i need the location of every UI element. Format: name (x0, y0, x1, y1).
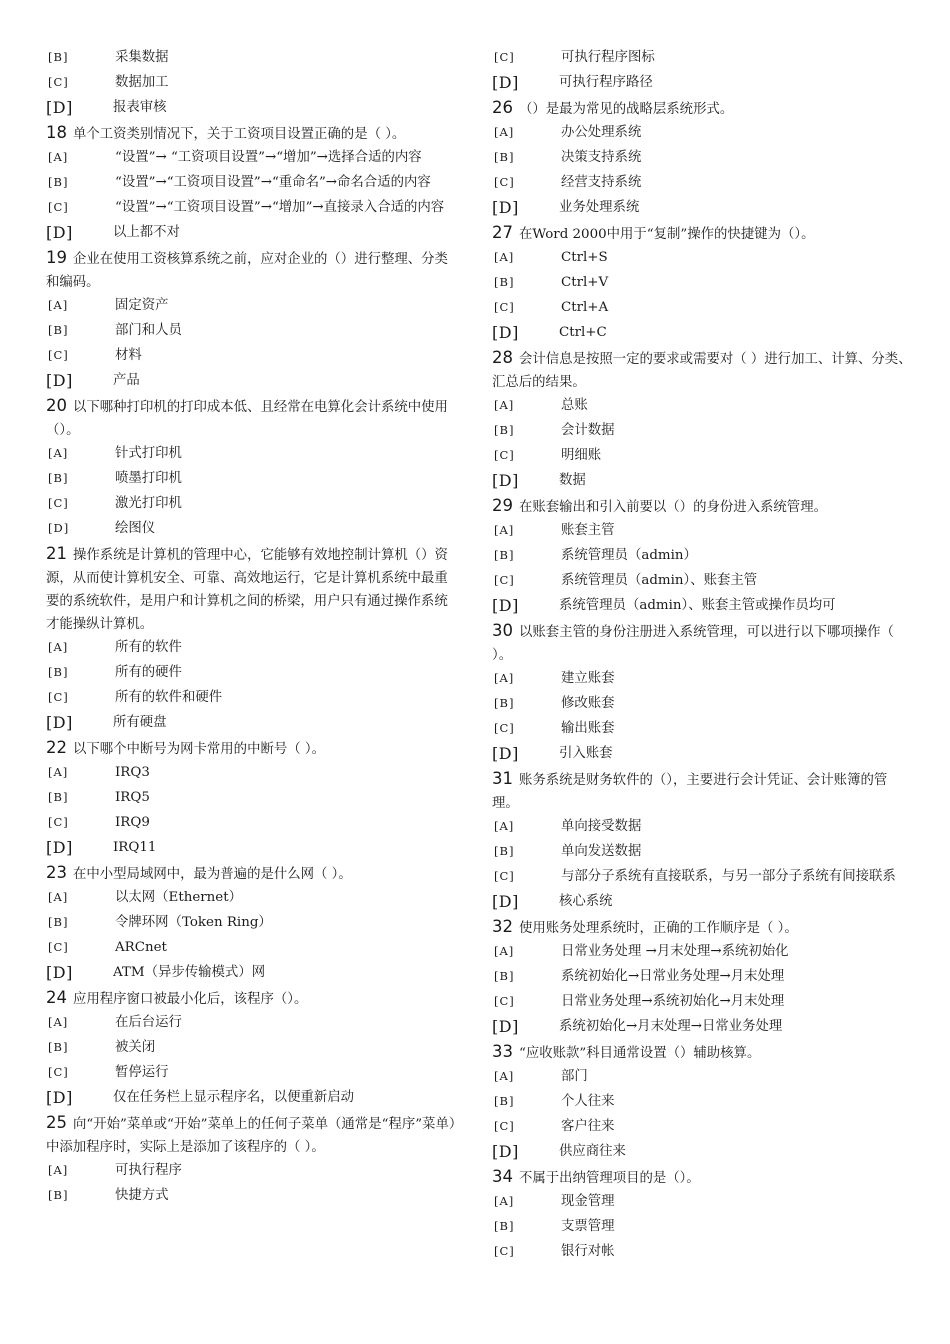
answer-option (492, 1015, 912, 1040)
question-stem (492, 96, 912, 121)
question-text: 在中小型局域网中，最为普遍的是什么网（ ）。 (73, 867, 352, 882)
option-text: 可执行程序图标 (561, 50, 655, 65)
option-label: [D] (46, 223, 73, 242)
option-label: [C] (494, 994, 515, 1008)
answer-option (492, 196, 912, 221)
question-block (492, 1040, 912, 1165)
option-label: [D] (492, 892, 519, 911)
option-text: 数据 (559, 473, 586, 488)
option-text: Ctrl+S (561, 250, 608, 265)
question-text: 使用账务处理系统时，正确的工作顺序是（ ）。 (519, 921, 798, 936)
question-stem (46, 121, 460, 146)
option-text: 修改账套 (561, 696, 615, 711)
question-block (492, 96, 912, 221)
option-text: 经营支持系统 (561, 175, 642, 190)
answer-option (492, 146, 912, 171)
answer-option (46, 1159, 460, 1184)
option-text: 部门 (561, 1069, 588, 1084)
answer-option (46, 686, 460, 711)
option-label: [C] (494, 448, 515, 462)
answer-option (46, 319, 460, 344)
answer-option (46, 1184, 460, 1209)
question-block (46, 1111, 460, 1209)
answer-option (492, 865, 912, 890)
option-text: 系统初始化→日常业务处理→月末处理 (561, 969, 785, 984)
question-number: 27 (492, 223, 513, 242)
option-label: [B] (494, 150, 515, 164)
answer-option (46, 96, 460, 121)
question-stem (46, 1111, 460, 1159)
option-text: 固定资产 (115, 298, 169, 313)
question-stem (492, 346, 912, 394)
question-text: 会计信息是按照一定的要求或需要对（ ）进行加工、计算、分类、汇总后的结果。 (492, 352, 912, 390)
answer-option (492, 469, 912, 494)
answer-option (46, 492, 460, 517)
option-text: 采集数据 (115, 50, 169, 65)
question-block (492, 1165, 912, 1265)
option-label: [A] (494, 398, 515, 412)
option-text: 报表审核 (113, 100, 167, 115)
answer-option (492, 271, 912, 296)
question-text: “应收账款”科目通常设置（）辅助核算。 (519, 1046, 761, 1061)
answer-option (492, 742, 912, 767)
option-label: [A] (494, 125, 515, 139)
answer-option (492, 940, 912, 965)
option-text: 部门和人员 (115, 323, 182, 338)
option-text: 单向接受数据 (561, 819, 642, 834)
option-text: 可执行程序路径 (559, 75, 653, 90)
answer-option (492, 1190, 912, 1215)
answer-option (492, 121, 912, 146)
answer-option (492, 890, 912, 915)
answer-option (46, 344, 460, 369)
option-label: [A] (494, 819, 515, 833)
option-text: 明细账 (561, 448, 602, 463)
option-label: [D] (492, 73, 519, 92)
answer-option (46, 711, 460, 736)
option-text: 所有的硬件 (115, 665, 182, 680)
option-label: [D] (48, 521, 70, 535)
question-number: 26 (492, 98, 513, 117)
option-text: 针式打印机 (115, 446, 182, 461)
option-label: [A] (48, 446, 69, 460)
option-text: “设置”→ “工资项目设置”→“增加”→选择合适的内容 (115, 150, 422, 165)
option-text: IRQ3 (115, 765, 150, 780)
question-number: 32 (492, 917, 513, 936)
answer-option (492, 394, 912, 419)
option-text: “设置”→“工资项目设置”→“重命名”→命名合适的内容 (115, 175, 431, 190)
option-text: 日常业务处理→系统初始化→月末处理 (561, 994, 785, 1009)
option-label: [A] (494, 1194, 515, 1208)
question-stem (492, 915, 912, 940)
question-stem (46, 246, 460, 294)
question-text: 向“开始”菜单或“开始”菜单上的任何子菜单（通常是“程序”菜单）中添加程序时，实际上是添加了该程序的（ ）。 (46, 1117, 456, 1155)
question-number: 33 (492, 1042, 513, 1061)
answer-option (46, 221, 460, 246)
question-number: 31 (492, 769, 513, 788)
option-text: 输出账套 (561, 721, 615, 736)
question-block (492, 767, 912, 915)
answer-option (46, 936, 460, 961)
answer-option (492, 667, 912, 692)
option-text: 绘图仪 (115, 521, 156, 536)
option-text: 令牌环网（Token Ring） (115, 915, 272, 930)
option-label: [D] (492, 323, 519, 342)
answer-option (46, 171, 460, 196)
option-label: [B] (48, 915, 69, 929)
option-text: 以上都不对 (113, 225, 180, 240)
question-number: 29 (492, 496, 513, 515)
question-stem (46, 542, 460, 636)
question-block (46, 246, 460, 394)
option-text: 业务处理系统 (559, 200, 640, 215)
option-label: [C] (48, 1065, 69, 1079)
question-number: 18 (46, 123, 67, 142)
option-text: 被关闭 (115, 1040, 156, 1055)
option-label: [B] (48, 323, 69, 337)
option-label: [B] (48, 471, 69, 485)
question-number: 19 (46, 248, 67, 267)
option-label: [C] (494, 721, 515, 735)
option-label: [D] (46, 1088, 73, 1107)
option-label: [A] (48, 150, 69, 164)
option-label: [D] (46, 838, 73, 857)
question-block (492, 46, 912, 96)
option-text: 快捷方式 (115, 1188, 169, 1203)
question-block (492, 915, 912, 1040)
question-number: 23 (46, 863, 67, 882)
question-text: 在账套输出和引入前要以（）的身份进入系统管理。 (519, 500, 827, 515)
option-label: [A] (48, 765, 69, 779)
question-text: 以下哪种打印机的打印成本低、且经常在电算化会计系统中使用（）。 (46, 400, 448, 438)
option-text: 以太网（Ethernet） (115, 890, 242, 905)
answer-option (46, 1061, 460, 1086)
option-text: 核心系统 (559, 894, 613, 909)
answer-option (46, 911, 460, 936)
option-text: 可执行程序 (115, 1163, 182, 1178)
option-text: 决策支持系统 (561, 150, 642, 165)
option-text: 引入账套 (559, 746, 613, 761)
option-label: [B] (48, 1188, 69, 1202)
answer-option (492, 692, 912, 717)
question-text: 账务系统是财务软件的（），主要进行会计凭证、会计账簿的管理。 (492, 773, 888, 811)
question-block (492, 619, 912, 767)
option-label: [D] (492, 198, 519, 217)
question-block (46, 121, 460, 246)
option-label: [D] (492, 1142, 519, 1161)
answer-option (492, 296, 912, 321)
question-stem (492, 1165, 912, 1190)
question-text: 不属于出纳管理项目的是（）。 (519, 1171, 700, 1186)
question-text: 在Word 2000中用于“复制”操作的快捷键为（）。 (519, 227, 815, 242)
option-text: 账套主管 (561, 523, 615, 538)
question-block (46, 394, 460, 542)
option-label: [A] (48, 890, 69, 904)
answer-option (492, 444, 912, 469)
question-stem (492, 221, 912, 246)
option-text: Ctrl+A (561, 300, 609, 315)
answer-option (492, 544, 912, 569)
answer-option (46, 961, 460, 986)
option-text: Ctrl+C (559, 325, 607, 340)
option-text: IRQ9 (115, 815, 150, 830)
answer-option (492, 46, 912, 71)
answer-option (46, 1011, 460, 1036)
option-text: 仅在任务栏上显示程序名，以便重新启动 (113, 1090, 355, 1105)
option-label: [B] (48, 175, 69, 189)
question-number: 28 (492, 348, 513, 367)
option-label: [D] (46, 963, 73, 982)
option-text: “设置”→“工资项目设置”→“增加”→直接录入合适的内容 (115, 200, 445, 215)
answer-option (46, 46, 460, 71)
right-column (492, 46, 912, 1265)
option-text: IRQ5 (115, 790, 150, 805)
question-number: 34 (492, 1167, 513, 1186)
option-label: [D] (46, 713, 73, 732)
answer-option (46, 71, 460, 96)
answer-option (492, 569, 912, 594)
answer-option (492, 1215, 912, 1240)
question-text: 以下哪个中断号为网卡常用的中断号（ ）。 (73, 742, 325, 757)
question-block (46, 986, 460, 1111)
option-label: [C] (494, 175, 515, 189)
question-number: 22 (46, 738, 67, 757)
answer-option (492, 840, 912, 865)
option-text: 办公处理系统 (561, 125, 642, 140)
answer-option (492, 990, 912, 1015)
answer-option (46, 442, 460, 467)
option-label: [B] (494, 1219, 515, 1233)
option-text: 材料 (115, 348, 142, 363)
question-text: 操作系统是计算机的管理中心，它能够有效地控制计算机（）资源，从而使计算机安全、可靠、高效地运行，它是计算机系统中最重要的系统软件，是用户和计算机之间的桥梁，用户只有通过操作系统才能操纵计算机。 (46, 548, 448, 632)
option-label: [B] (494, 423, 515, 437)
question-number: 21 (46, 544, 67, 563)
question-text: 应用程序窗口被最小化后，该程序（）。 (73, 992, 308, 1007)
option-label: [C] (48, 940, 69, 954)
option-text: 喷墨打印机 (115, 471, 182, 486)
question-text: 以账套主管的身份注册进入系统管理，可以进行以下哪项操作（ ）。 (492, 625, 894, 663)
option-label: [B] (494, 1094, 515, 1108)
answer-option (492, 1140, 912, 1165)
answer-option (492, 1090, 912, 1115)
option-text: 所有硬盘 (113, 715, 167, 730)
answer-option (492, 246, 912, 271)
option-label: [D] (46, 371, 73, 390)
answer-option (492, 965, 912, 990)
option-label: [C] (48, 75, 69, 89)
option-label: [D] (46, 98, 73, 117)
left-column (46, 46, 460, 1209)
answer-option (46, 1036, 460, 1061)
option-text: 系统管理员（admin） (561, 548, 697, 563)
option-label: [A] (494, 1069, 515, 1083)
option-text: 单向发送数据 (561, 844, 642, 859)
answer-option (492, 1115, 912, 1140)
option-label: [C] (48, 496, 69, 510)
answer-option (492, 519, 912, 544)
option-label: [C] (494, 50, 515, 64)
option-text: 系统初始化→月末处理→日常业务处理 (559, 1019, 783, 1034)
option-label: [C] (494, 300, 515, 314)
option-text: 总账 (561, 398, 588, 413)
option-label: [C] (48, 200, 69, 214)
question-stem (46, 861, 460, 886)
option-label: [B] (48, 790, 69, 804)
option-text: 数据加工 (115, 75, 169, 90)
option-text: 个人往来 (561, 1094, 615, 1109)
question-number: 20 (46, 396, 67, 415)
answer-option (492, 1065, 912, 1090)
option-label: [D] (492, 471, 519, 490)
question-stem (492, 767, 912, 815)
answer-option (46, 886, 460, 911)
answer-option (492, 71, 912, 96)
question-block (46, 861, 460, 986)
option-text: 产品 (113, 373, 140, 388)
answer-option (46, 294, 460, 319)
option-label: [C] (494, 869, 515, 883)
answer-option (46, 761, 460, 786)
option-text: Ctrl+V (561, 275, 609, 290)
question-stem (492, 619, 912, 667)
question-block (492, 494, 912, 619)
answer-option (492, 1240, 912, 1265)
option-label: [C] (48, 348, 69, 362)
option-label: [B] (494, 275, 515, 289)
option-label: [A] (494, 944, 515, 958)
option-text: 所有的软件和硬件 (115, 690, 223, 705)
option-text: 系统管理员（admin）、账套主管 (561, 573, 758, 588)
answer-option (46, 661, 460, 686)
option-label: [B] (48, 665, 69, 679)
answer-option (46, 811, 460, 836)
answer-option (46, 1086, 460, 1111)
option-text: ATM（异步传输模式）网 (113, 965, 266, 980)
option-label: [B] (48, 50, 69, 64)
question-block (46, 46, 460, 121)
question-block (46, 542, 460, 736)
answer-option (46, 467, 460, 492)
question-stem (46, 736, 460, 761)
option-label: [C] (494, 1119, 515, 1133)
answer-option (492, 594, 912, 619)
option-label: [A] (494, 523, 515, 537)
answer-option (46, 517, 460, 542)
option-label: [A] (48, 640, 69, 654)
option-label: [B] (494, 548, 515, 562)
option-label: [D] (492, 596, 519, 615)
option-label: [C] (48, 815, 69, 829)
answer-option (46, 786, 460, 811)
question-number: 25 (46, 1113, 67, 1132)
answer-option (492, 171, 912, 196)
option-label: [B] (494, 844, 515, 858)
option-text: IRQ11 (113, 840, 157, 855)
option-label: [A] (48, 1015, 69, 1029)
answer-option (492, 815, 912, 840)
question-block (492, 221, 912, 346)
option-label: [C] (494, 573, 515, 587)
option-text: 与部分子系统有直接联系，与另一部分子系统有间接联系 (561, 869, 896, 884)
option-text: 客户往来 (561, 1119, 615, 1134)
option-label: [D] (492, 744, 519, 763)
option-text: 暂停运行 (115, 1065, 169, 1080)
question-stem (492, 1040, 912, 1065)
question-stem (46, 394, 460, 442)
option-label: [B] (494, 696, 515, 710)
option-text: 供应商往来 (559, 1144, 626, 1159)
option-label: [A] (48, 1163, 69, 1177)
option-text: 现金管理 (561, 1194, 615, 1209)
option-text: 所有的软件 (115, 640, 182, 655)
option-text: 会计数据 (561, 423, 615, 438)
option-text: 系统管理员（admin）、账套主管或操作员均可 (559, 598, 836, 613)
question-stem (492, 494, 912, 519)
option-label: [B] (494, 969, 515, 983)
answer-option (492, 419, 912, 444)
question-number: 24 (46, 988, 67, 1007)
answer-option (492, 717, 912, 742)
answer-option (46, 369, 460, 394)
answer-option (46, 836, 460, 861)
answer-option (46, 636, 460, 661)
question-stem (46, 986, 460, 1011)
answer-option (46, 196, 460, 221)
option-label: [D] (492, 1017, 519, 1036)
answer-option (46, 146, 460, 171)
option-label: [A] (48, 298, 69, 312)
question-block (492, 346, 912, 494)
option-text: ARCnet (115, 940, 167, 955)
question-text: 单个工资类别情况下，关于工资项目设置正确的是（ ）。 (73, 127, 406, 142)
option-text: 激光打印机 (115, 496, 182, 511)
option-label: [A] (494, 671, 515, 685)
answer-option (492, 321, 912, 346)
option-label: [C] (494, 1244, 515, 1258)
option-text: 在后台运行 (115, 1015, 182, 1030)
option-label: [C] (48, 690, 69, 704)
question-number: 30 (492, 621, 513, 640)
question-text: 企业在使用工资核算系统之前，应对企业的（）进行整理、分类和编码。 (46, 252, 448, 290)
option-label: [B] (48, 1040, 69, 1054)
option-text: 建立账套 (561, 671, 615, 686)
question-block (46, 736, 460, 861)
option-label: [A] (494, 250, 515, 264)
option-text: 日常业务处理 →月末处理→系统初始化 (561, 944, 789, 959)
option-text: 支票管理 (561, 1219, 615, 1234)
question-text: （）是最为常见的战略层系统形式。 (519, 102, 734, 117)
option-text: 银行对帐 (561, 1244, 615, 1259)
